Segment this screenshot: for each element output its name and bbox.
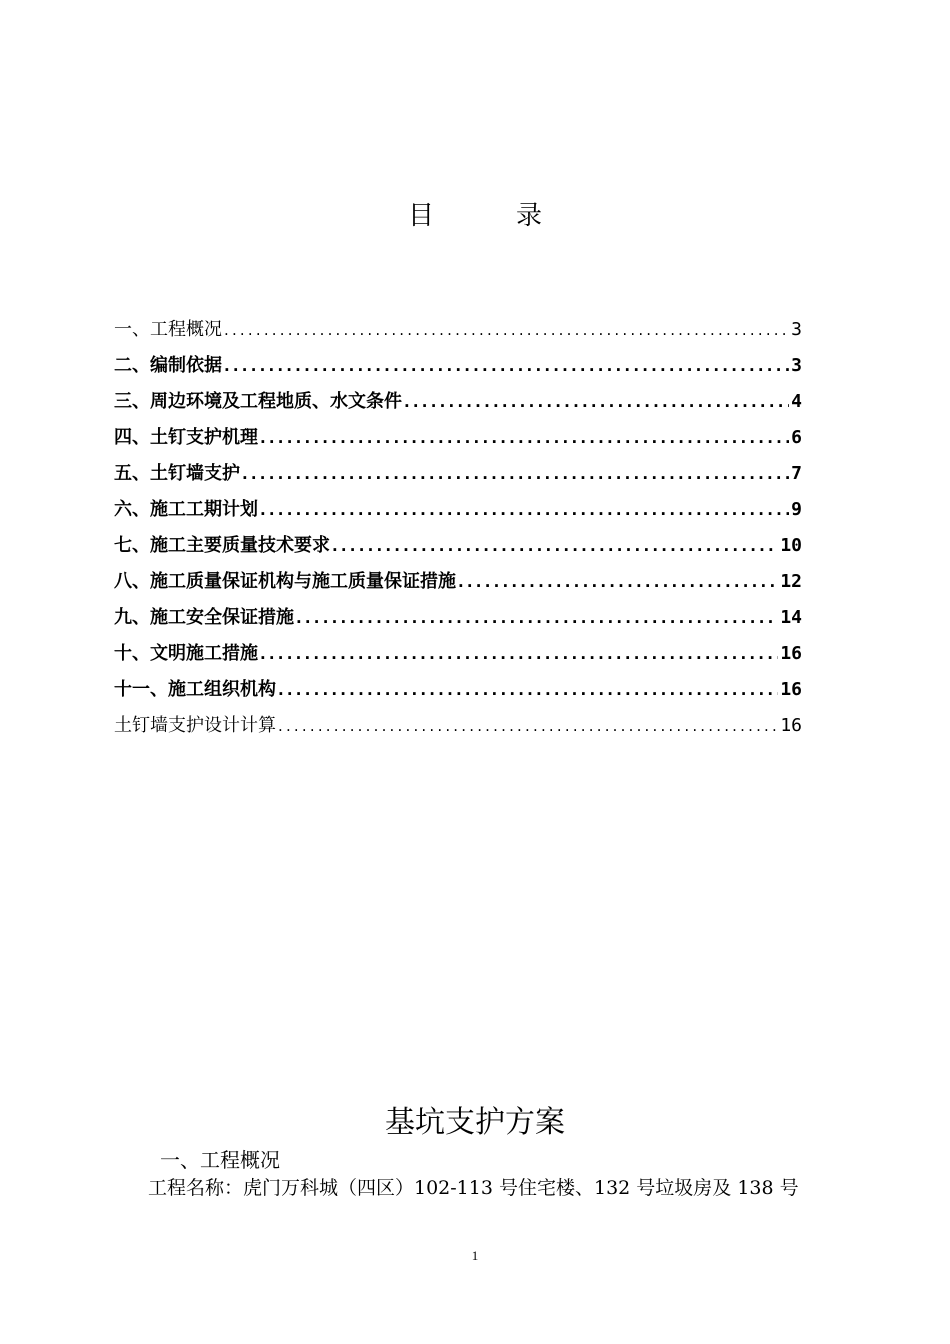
toc-entry[interactable] <box>114 708 802 744</box>
toc-leader-dots <box>404 384 789 420</box>
toc-entry-title: 十一、施工组织机构 <box>114 679 276 700</box>
toc-leader-dots <box>260 492 789 528</box>
toc-entry-page: 6 <box>791 427 802 448</box>
toc-entry[interactable] <box>114 348 802 384</box>
body-paragraph: 工程名称：虎门万科城（四区）102-113 号住宅楼、132 号垃圾房及 138 号 <box>148 1177 799 1199</box>
toc-entry[interactable] <box>114 528 802 564</box>
toc-entry[interactable] <box>114 384 802 420</box>
toc-entry-title: 七、施工主要质量技术要求 <box>114 535 330 556</box>
toc-list <box>114 312 802 744</box>
toc-heading-left: 目 <box>407 201 434 231</box>
toc-entry-title: 四、土钉支护机理 <box>114 427 258 448</box>
toc-entry-page: 3 <box>791 319 802 340</box>
toc-entry-title: 土钉墙支护设计计算 <box>114 715 276 736</box>
toc-entry-title: 十、文明施工措施 <box>114 643 258 664</box>
toc-entry-title: 九、施工安全保证措施 <box>114 607 294 628</box>
document-title: 基坑支护方案 <box>385 1105 565 1140</box>
toc-entry-page: 10 <box>780 535 802 556</box>
toc-leader-dots <box>260 420 789 456</box>
toc-entry-title: 五、土钉墙支护 <box>114 463 240 484</box>
toc-entry[interactable] <box>114 420 802 456</box>
toc-entry-page: 4 <box>791 391 802 412</box>
toc-entry[interactable] <box>114 312 802 348</box>
toc-leader-dots <box>242 456 789 492</box>
toc-leader-dots <box>332 528 778 564</box>
toc-entry-page: 16 <box>780 715 802 736</box>
toc-entry[interactable] <box>114 564 802 600</box>
toc-entry-page: 16 <box>780 643 802 664</box>
toc-entry[interactable] <box>114 600 802 636</box>
toc-entry-page: 9 <box>791 499 802 520</box>
toc-entry-title: 一、工程概况 <box>114 319 222 340</box>
toc-entry-page: 14 <box>780 607 802 628</box>
toc-entry[interactable] <box>114 456 802 492</box>
toc-leader-dots <box>458 564 778 600</box>
toc-heading <box>0 195 950 232</box>
toc-entry-title: 三、周边环境及工程地质、水文条件 <box>114 391 402 412</box>
section-heading: 一、工程概况 <box>160 1148 280 1172</box>
toc-entry[interactable] <box>114 636 802 672</box>
toc-heading-right: 录 <box>516 201 543 231</box>
toc-leader-dots <box>260 636 778 672</box>
toc-entry-title: 八、施工质量保证机构与施工质量保证措施 <box>114 571 456 592</box>
toc-entry-page: 12 <box>780 571 802 592</box>
toc-entry-page: 3 <box>791 355 802 376</box>
toc-entry-page: 7 <box>791 463 802 484</box>
toc-leader-dots <box>224 312 789 348</box>
toc-entry[interactable] <box>114 492 802 528</box>
toc-entry-page: 16 <box>780 679 802 700</box>
toc-leader-dots <box>224 348 789 384</box>
toc-entry-title: 二、编制依据 <box>114 355 222 376</box>
toc-leader-dots <box>296 600 778 636</box>
toc-leader-dots <box>278 672 778 708</box>
toc-entry[interactable] <box>114 672 802 708</box>
page-number: 1 <box>471 1248 479 1263</box>
toc-leader-dots <box>278 708 778 744</box>
toc-entry-title: 六、施工工期计划 <box>114 499 258 520</box>
